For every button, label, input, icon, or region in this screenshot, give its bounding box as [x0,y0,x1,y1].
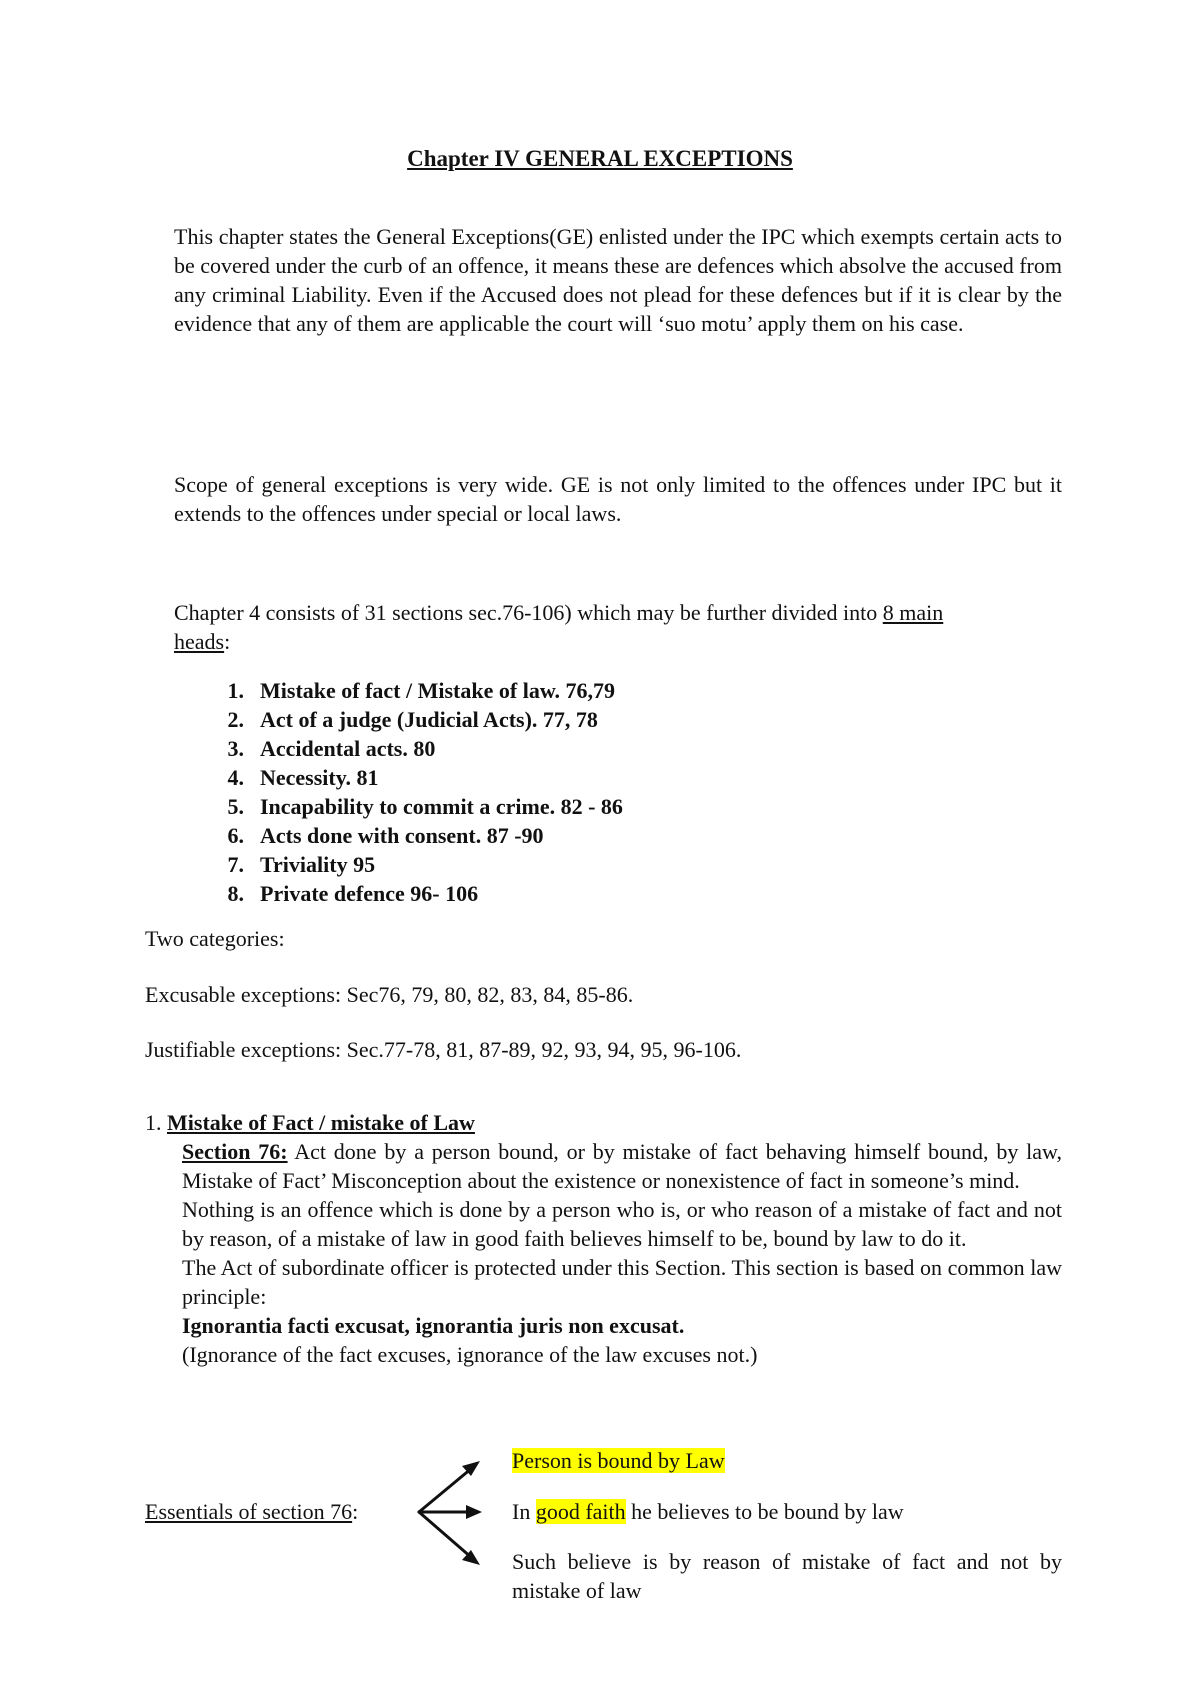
categories-label: Two categories: [145,926,285,951]
list-item: 3. Accidental acts. 80 [227,736,436,761]
chapter4-colon: : [224,629,231,654]
essentials-label: Essentials of section 76 [145,1499,353,1524]
good-faith-highlight: good faith [535,1499,626,1524]
list-item: 2. Act of a judge (Judicial Acts). 77, 78 [227,707,598,732]
section76-paragraph-3: The Act of subordinate officer is protected under this Section. This section is based on common law principle: [182,1255,1062,1309]
main-heads-underline-1: 8 main [882,600,944,625]
list-item: 6. Acts done with consent. 87 -90 [227,823,544,848]
section1-title: Mistake of Fact / mistake of Law [167,1110,475,1135]
section76-paragraph-2: Nothing is an offence which is done by a person who is, or who reason of a mistake of fact and not by reason, of a mistake of law in good faith believes himself to be, bound by law to do it. [182,1197,1062,1251]
list-item: 1. Mistake of fact / Mistake of law. 76,79 [227,678,615,703]
list-item: 8. Private defence 96- 106 [227,881,479,906]
legal-maxim: Ignorantia facti excusat, ignorantia juris non excusat. [182,1313,685,1338]
essential-item-2: In good faith he believes to be bound by law [512,1499,904,1524]
essentials-label-line: Essentials of section 76: [145,1499,359,1524]
section76-definition [182,1137,1062,1195]
section76-text: Act done by a person bound, or by mistake of fact behaving himself bound, by law, Mistake of Fact’ Misconception about the existence or nonexistence of fact in someone’s mind. [182,1139,1063,1193]
section76-label: Section 76: [182,1139,288,1164]
chapter4-text: Chapter 4 consists of 31 sections sec.76-106) which may be further divided into [174,600,883,625]
branch-arrows-icon [414,1458,484,1570]
essential-item-3: Such believe is by reason of mistake of fact and not by mistake of law [512,1549,1062,1603]
intro-paragraph: This chapter states the General Exceptions(GE) enlisted under the IPC which exempts certain acts to be covered under the curb of an offence, it means these are defences which absolve the accused from any criminal Liability. Even if the Accused does not plead for these defences but if it is clear by the evidence that any of them are applicable the court will ‘suo motu’ apply them on his case. [174,224,1062,336]
essential-item-1-highlight: Person is bound by Law [512,1448,725,1473]
list-item: 5. Incapability to commit a crime. 82 - 86 [227,794,623,819]
maxim-translation: (Ignorance of the fact excuses, ignorance of the law excuses not.) [182,1342,758,1367]
excusable-exceptions: Excusable exceptions: Sec76, 79, 80, 82, 83, 84, 85-86. [145,982,634,1007]
section76-body [182,1137,1062,1369]
essential-item-1 [512,1446,725,1475]
main-heads-list [214,676,1014,908]
chapter4-paragraph [174,598,1062,656]
page-title: Chapter IV GENERAL EXCEPTIONS [407,146,793,171]
justifiable-exceptions: Justifiable exceptions: Sec.77-78, 81, 87-89, 92, 93, 94, 95, 96-106. [145,1037,742,1062]
list-item: 4. Necessity. 81 [227,765,379,790]
section1-heading [145,1108,475,1137]
list-item: 7. Triviality 95 [227,852,376,877]
section1-number: 1. [145,1110,167,1135]
scope-paragraph: Scope of general exceptions is very wide. GE is not only limited to the offences under IPC but it extends to the offences under special or local laws. [174,472,1062,526]
main-heads-underline-2: heads [174,629,225,654]
